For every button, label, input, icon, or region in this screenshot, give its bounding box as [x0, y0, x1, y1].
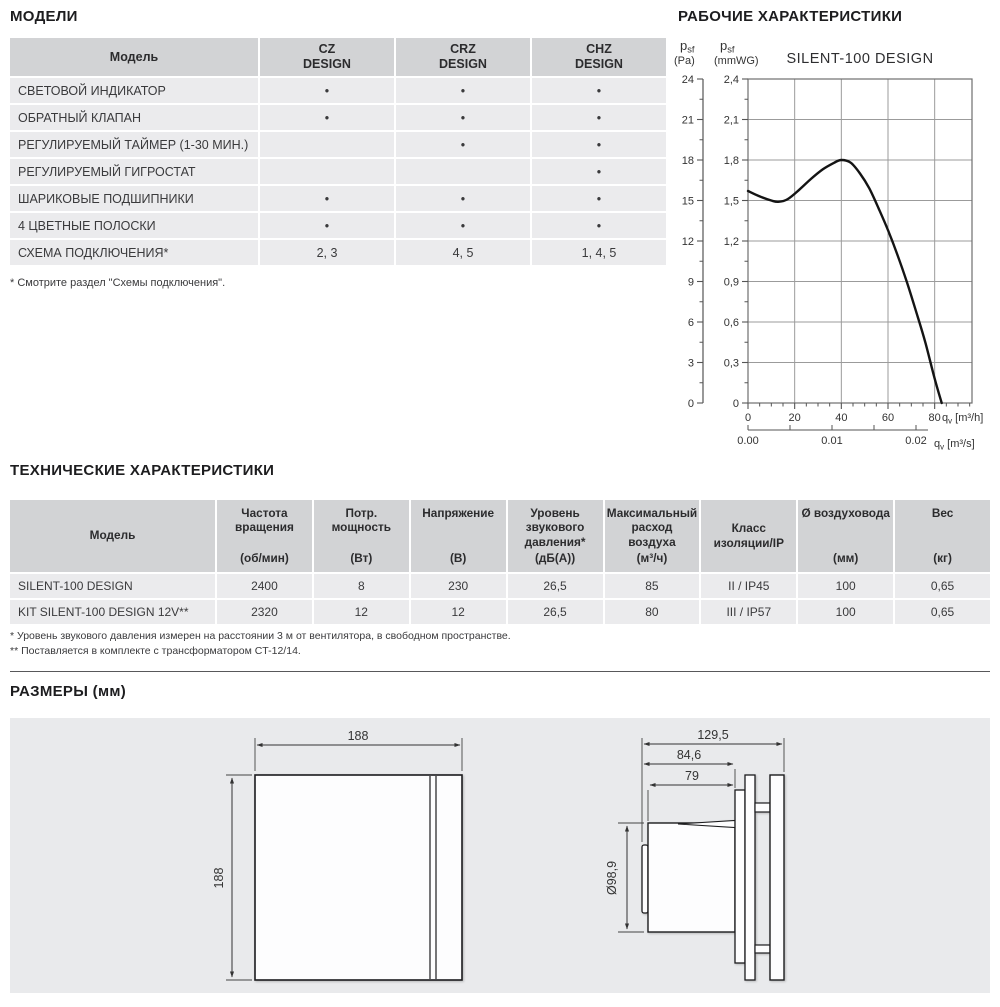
tech-footnote-2: ** Поставляется в комплекте с трансформатором CT-12/14. — [10, 645, 301, 658]
svg-text:SILENT-100 DESIGN: SILENT-100 DESIGN — [786, 51, 934, 67]
svg-text:0.02: 0.02 — [905, 435, 927, 447]
models-cell-cz: • — [260, 78, 394, 103]
svg-text:0: 0 — [732, 398, 739, 410]
duct-lip — [642, 845, 648, 913]
flange-plate — [735, 790, 745, 963]
tech-header-4: Уровень звукового давления* (дБ(А)) — [508, 500, 603, 572]
tech-row-label: KIT SILENT-100 DESIGN 12V** — [10, 600, 215, 624]
side-depth-body-label: 84,6 — [676, 748, 702, 762]
dimensions-section-title: РАЗМЕРЫ (мм) — [10, 683, 127, 700]
side-duct-length-label: 79 — [685, 769, 699, 783]
models-row-label: 4 ЦВЕТНЫЕ ПОЛОСКИ — [10, 213, 258, 238]
svg-text:6: 6 — [687, 317, 694, 329]
tech-cell: 0,65 — [895, 574, 990, 598]
models-section-title: МОДЕЛИ — [10, 8, 78, 25]
section-divider — [10, 671, 990, 672]
models-cell-crz: • — [396, 213, 530, 238]
tech-cell: 26,5 — [508, 574, 603, 598]
svg-text:qv [m³/h]: $q_v$ [m³/h] — [942, 412, 984, 426]
back-plate — [745, 775, 755, 980]
tech-header-1: Частота вращения (об/мин) — [217, 500, 312, 572]
svg-text:0,3: 0,3 — [723, 357, 739, 370]
models-row-label: РЕГУЛИРУЕМЫЙ ТАЙМЕР (1-30 МИН.) — [10, 132, 258, 157]
tech-cell: 12 — [314, 600, 409, 624]
svg-text:psf: psf — [680, 38, 695, 55]
svg-text:(mmWG): (mmWG) — [714, 55, 759, 67]
side-view-drawing — [642, 775, 784, 980]
models-cell-cz — [260, 132, 394, 157]
tech-header-7: Ø воздуховода (мм) — [798, 500, 893, 572]
svg-text:24: 24 — [681, 74, 694, 86]
svg-text:(Pa): (Pa) — [674, 55, 695, 67]
svg-text:18: 18 — [681, 155, 694, 167]
svg-text:12: 12 — [681, 236, 694, 248]
models-table — [10, 38, 666, 265]
models-cell-chz: • — [532, 78, 666, 103]
models-row-label: ШАРИКОВЫЕ ПОДШИПНИКИ — [10, 186, 258, 211]
svg-text:15: 15 — [681, 195, 694, 208]
svg-text:0.01: 0.01 — [821, 435, 843, 447]
tech-header-8: Вес (кг) — [895, 500, 990, 572]
dimensions-panel — [10, 718, 990, 993]
models-header-model: Модель — [10, 38, 258, 76]
front-width-label: 188 — [347, 729, 369, 743]
performance-chart — [672, 30, 994, 458]
svg-text:0,9: 0,9 — [723, 276, 739, 289]
models-cell-cz: • — [260, 186, 394, 211]
tech-header-0: Модель — [10, 500, 215, 572]
front-view-drawing — [255, 775, 462, 980]
tech-cell: 2320 — [217, 600, 312, 624]
tech-cell: III / IP57 — [701, 600, 796, 624]
models-cell-cz: • — [260, 213, 394, 238]
models-header-col-3: CHZ DESIGN — [532, 38, 666, 76]
svg-text:20: 20 — [788, 412, 801, 424]
tech-cell: 80 — [605, 600, 700, 624]
models-row-label: СВЕТОВОЙ ИНДИКАТОР — [10, 78, 258, 103]
tech-cell: 26,5 — [508, 600, 603, 624]
tech-cell: 100 — [798, 600, 893, 624]
tech-cell: 0,65 — [895, 600, 990, 624]
svg-text:0: 0 — [687, 398, 694, 410]
duct-diameter-dimension — [618, 823, 644, 932]
side-duct-length-dimension — [648, 785, 733, 821]
svg-text:1,2: 1,2 — [723, 236, 739, 248]
svg-text:0,6: 0,6 — [723, 317, 739, 329]
front-height-label: 188 — [212, 867, 226, 889]
svg-text:2,1: 2,1 — [723, 114, 739, 127]
models-row-label: РЕГУЛИРУЕМЫЙ ГИГРОСТАТ — [10, 159, 258, 184]
svg-text:1,8: 1,8 — [723, 155, 739, 167]
models-header-col-1: CZ DESIGN — [260, 38, 394, 76]
models-cell-cz: • — [260, 105, 394, 130]
models-cell-chz: • — [532, 132, 666, 157]
svg-text:9: 9 — [687, 276, 694, 289]
models-cell-cz: 2, 3 — [260, 240, 394, 265]
duct-tube — [648, 823, 735, 932]
models-cell-chz: • — [532, 159, 666, 184]
tech-row-label: SILENT-100 DESIGN — [10, 574, 215, 598]
models-cell-chz: • — [532, 213, 666, 238]
front-cover-plate — [770, 775, 784, 980]
svg-text:qv [m³/s]: $q_v$ [m³/s] — [934, 438, 975, 452]
tech-cell: 230 — [411, 574, 506, 598]
spacer-top — [755, 803, 770, 812]
tech-cell: 2400 — [217, 574, 312, 598]
svg-text:2,4: 2,4 — [723, 74, 739, 86]
tech-header-5: Максимальный расход воздуха (м³/ч) — [605, 500, 700, 572]
tech-cell: 85 — [605, 574, 700, 598]
models-cell-crz: 4, 5 — [396, 240, 530, 265]
models-cell-cz — [260, 159, 394, 184]
svg-text:0.00: 0.00 — [737, 435, 759, 447]
svg-text:21: 21 — [681, 114, 694, 127]
tech-table — [10, 500, 990, 624]
tech-cell: 8 — [314, 574, 409, 598]
tech-cell: II / IP45 — [701, 574, 796, 598]
tech-cell: 100 — [798, 574, 893, 598]
tech-header-3: Напряжение (В) — [411, 500, 506, 572]
models-row-label: СХЕМА ПОДКЛЮЧЕНИЯ* — [10, 240, 258, 265]
svg-text:psf: psf — [720, 38, 735, 55]
tech-footnotes — [10, 629, 511, 659]
models-cell-chz: • — [532, 105, 666, 130]
models-row-label: ОБРАТНЫЙ КЛАПАН — [10, 105, 258, 130]
svg-text:0: 0 — [744, 412, 752, 424]
models-cell-crz: • — [396, 78, 530, 103]
dimension-drawings — [10, 718, 990, 993]
spacer-bottom — [755, 945, 770, 953]
models-cell-crz — [396, 159, 530, 184]
tech-section-title: ТЕХНИЧЕСКИЕ ХАРАКТЕРИСТИКИ — [10, 462, 275, 479]
models-cell-crz: • — [396, 132, 530, 157]
models-header-col-2: CRZ DESIGN — [396, 38, 530, 76]
models-cell-chz: 1, 4, 5 — [532, 240, 666, 265]
tech-header-2: Потр. мощность (Вт) — [314, 500, 409, 572]
front-height-dimension — [226, 775, 252, 980]
svg-text:60: 60 — [881, 412, 895, 424]
models-footnote: * Смотрите раздел "Схемы подключения". — [10, 277, 226, 289]
svg-text:80: 80 — [928, 412, 941, 424]
models-cell-crz: • — [396, 105, 530, 130]
models-cell-chz: • — [532, 186, 666, 211]
svg-text:1,5: 1,5 — [723, 195, 739, 208]
duct-diameter-label: Ø98,9 — [605, 860, 619, 896]
tech-footnote-1: * Уровень звукового давления измерен на расстоянии 3 м от вентилятора, в свободном пространстве. — [10, 630, 511, 642]
side-depth-total-label: 129,5 — [697, 728, 729, 742]
tech-header-6: Класс изоляции/IP — [701, 500, 796, 572]
svg-text:3: 3 — [687, 357, 694, 370]
svg-text:40: 40 — [835, 412, 848, 424]
performance-section-title: РАБОЧИЕ ХАРАКТЕРИСТИКИ — [678, 8, 903, 25]
tech-cell: 12 — [411, 600, 506, 624]
models-cell-crz: • — [396, 186, 530, 211]
